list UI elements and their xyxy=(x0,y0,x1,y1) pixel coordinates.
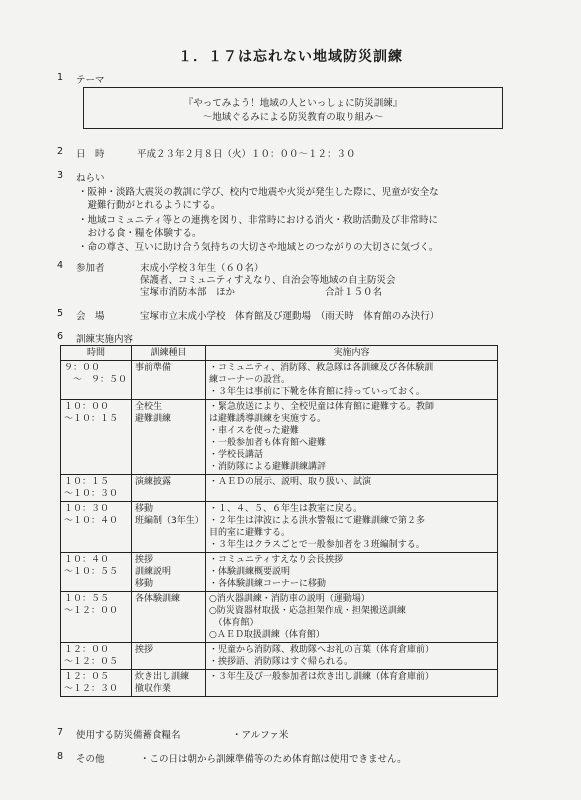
time-cell-line: ～１０：４０ xyxy=(64,516,119,526)
time-cell xyxy=(61,475,132,502)
content-cell-line: ○ＡＥＤ取扱訓練（体育館） xyxy=(209,630,325,640)
event-cell xyxy=(132,670,206,697)
content-cell xyxy=(206,553,498,592)
venue-value: 宝塚市立末成小学校 体育館及び運動場 （雨天時 体育館のみ決行） xyxy=(140,311,440,322)
content-cell xyxy=(206,400,498,475)
time-cell-line: １０：００ xyxy=(64,402,110,412)
event-cell xyxy=(132,553,206,592)
event-cell xyxy=(132,400,206,475)
event-cell-line: 演練披露 xyxy=(135,477,172,487)
event-cell-line: 撤収作業 xyxy=(135,684,172,694)
content-cell xyxy=(206,502,498,553)
event-cell xyxy=(132,592,206,643)
time-cell-line: １０：１５ xyxy=(64,477,110,487)
event-cell-line: 訓練説明 xyxy=(135,567,172,577)
time-cell-line: ～１２：００ xyxy=(64,606,119,616)
content-cell-line: ・３年生及び一般参加者は炊き出し訓練（体育倉庫前） xyxy=(209,672,435,682)
table-row xyxy=(61,400,498,475)
content-cell-line: ・２年生は津波による洪水警報にて避難訓練で第２多 xyxy=(209,516,426,526)
participant-line: 保護者、コミュニティすえなり、自治会等地域の自主防災会 xyxy=(140,275,396,286)
aim-line: ・命の尊さ、互いに助け合う気持ちの大切さや地域とのつながりの大切さに気づく。 xyxy=(78,242,439,253)
table-row xyxy=(61,592,498,643)
theme-subtitle: ～地域ぐるみによる防災教育の取り組み～ xyxy=(202,112,384,123)
time-cell-line: ～１０：５５ xyxy=(64,567,119,577)
table-header-row xyxy=(61,346,498,361)
content-cell-line: ○防災資器材取扱・応急担架作成・担架搬送訓練 xyxy=(209,606,406,616)
aim-line: ・地域コミュニティ等との連携を図り、非常時における消火・救助活動及び非常時に xyxy=(78,215,439,226)
content-cell-line: ・消防隊による避難訓練講評 xyxy=(209,462,327,472)
content-cell-line: ・ＡＥＤの展示、説明、取り扱い、試演 xyxy=(209,477,372,487)
header-time: 時間 xyxy=(61,346,132,361)
section-3-number: 3 xyxy=(57,170,64,181)
section-1-label: テーマ xyxy=(76,75,105,86)
content-cell-line: は避難誘導訓練を実施する。 xyxy=(209,414,327,424)
aim-line: 避難行動がとれるようにする。 xyxy=(78,200,221,211)
event-cell-line: 各体験訓練 xyxy=(135,594,181,604)
section-6-label: 訓練実施内容 xyxy=(76,334,134,345)
section-4-label: 参加者 xyxy=(76,263,105,274)
section-8-number: 8 xyxy=(57,751,64,762)
section-5-label: 会 場 xyxy=(76,311,105,322)
participant-line: 宝塚市消防本部 ほか xyxy=(140,287,236,298)
content-cell-line: ・３年生はクラスごとで一般参加者を３班編制する。 xyxy=(209,540,425,550)
time-cell xyxy=(61,592,132,643)
datetime-value: 平成２３年２月８日（火）１０：００～１２：３０ xyxy=(137,149,356,160)
header-content: 実施内容 xyxy=(206,346,498,361)
content-cell-line: 練コーナーの設営。 xyxy=(209,375,291,385)
section-2-number: 2 xyxy=(57,146,64,157)
event-cell-line: 移動 xyxy=(135,504,154,514)
content-cell xyxy=(206,643,498,670)
table-row xyxy=(61,502,498,553)
content-cell-line: ・１、４、５、６年生は教室に戻る。 xyxy=(209,504,363,514)
content-cell xyxy=(206,475,498,502)
content-cell-line: ・コミュニティ、消防隊、救急隊は各訓練及び各体験訓 xyxy=(209,363,434,373)
content-cell-line: （体育館） xyxy=(209,618,259,628)
section-3-label: ねらい xyxy=(76,173,105,184)
time-cell-line: ～１０：３０ xyxy=(64,489,119,499)
content-cell-line: ・３年生は事前に下靴を体育館に持っていっておく。 xyxy=(209,387,425,397)
event-cell-line: 挨拶 xyxy=(135,645,154,655)
time-cell-line: １２：００ xyxy=(64,645,110,655)
content-cell xyxy=(206,592,498,643)
content-cell-line: ・コミュニティすえなり会長挨拶 xyxy=(209,555,344,565)
participant-line: 末成小学校３年生（６０名） xyxy=(140,263,264,274)
event-cell-line: 事前準備 xyxy=(135,363,172,373)
event-cell xyxy=(132,475,206,502)
time-cell-line: ～１２：３０ xyxy=(64,684,119,694)
section-2-label: 日 時 xyxy=(76,149,105,160)
time-cell-line: ～１２：０５ xyxy=(64,657,119,667)
aim-line: おける食・糧を体験する。 xyxy=(78,228,202,239)
event-cell-line: 挨拶 xyxy=(135,555,154,565)
section-6-number: 6 xyxy=(57,331,64,342)
time-cell-line: １０：３０ xyxy=(64,504,110,514)
content-cell-line: 目的室に避難する。 xyxy=(209,528,291,538)
content-cell-line: ・一般参加者も体育館へ避難 xyxy=(209,438,327,448)
time-cell-line: １０：４０ xyxy=(64,555,110,565)
time-cell-line: １０：５５ xyxy=(64,594,110,604)
section-4-number: 4 xyxy=(57,260,64,271)
time-cell-line: ～１０：１５ xyxy=(64,414,119,424)
event-cell-line: 避難訓練 xyxy=(135,414,172,424)
header-event: 訓練種目 xyxy=(132,346,206,361)
table-row xyxy=(61,670,498,697)
document-title: １．１７は忘れない地域防災訓練 xyxy=(178,49,403,65)
other-value: ・この日は朝から訓練準備等のため体育館は使用できません。 xyxy=(140,754,407,765)
content-cell-line: ・学校長講話 xyxy=(209,450,264,460)
content-cell-line: ○消火器訓練・消防車の説明（運動場） xyxy=(209,594,370,604)
table-row xyxy=(61,643,498,670)
aim-line: ・阪神・淡路大震災の教訓に学び、校内で地震や火災が発生した際に、児童が安全な xyxy=(78,187,439,198)
table-row xyxy=(61,475,498,502)
event-cell xyxy=(132,361,206,400)
event-cell-line: 炊き出し訓練 xyxy=(135,672,190,682)
content-cell-line: ・緊急放送により、全校児童は体育館に避難する。教師 xyxy=(209,402,435,412)
table-row xyxy=(61,361,498,400)
participant-total: 合計１５０名 xyxy=(325,287,383,298)
theme-box xyxy=(83,87,503,129)
event-cell xyxy=(132,643,206,670)
schedule-table xyxy=(60,345,498,697)
content-cell-line: ・挨拶語、消防隊はすぐ帰られる。 xyxy=(209,657,354,667)
table-row xyxy=(61,553,498,592)
section-7-label: 使用する防災備蓄食糧名 xyxy=(76,730,181,741)
event-cell-line: 全校生 xyxy=(135,402,163,412)
section-8-label: その他 xyxy=(76,754,105,765)
time-cell xyxy=(61,643,132,670)
section-1-number: 1 xyxy=(57,72,64,83)
event-cell-line: 班編制（3年生） xyxy=(135,516,204,526)
time-cell-line: ９：００ xyxy=(64,363,101,373)
section-5-number: 5 xyxy=(57,308,64,319)
content-cell-line: ・車イスを使った避難 xyxy=(209,426,299,436)
time-cell xyxy=(61,553,132,592)
food-value: ・アルファ米 xyxy=(232,730,289,741)
event-cell-line: 移動 xyxy=(135,579,154,589)
time-cell xyxy=(61,670,132,697)
content-cell xyxy=(206,670,498,697)
content-cell xyxy=(206,361,498,400)
time-cell-line: ～ ９：５０ xyxy=(64,375,128,385)
content-cell-line: ・児童から消防隊、救助隊へお礼の言葉（体育倉庫前） xyxy=(209,645,435,655)
time-cell xyxy=(61,502,132,553)
time-cell xyxy=(61,361,132,400)
content-cell-line: ・各体験訓練コーナーに移動 xyxy=(209,579,327,589)
content-cell-line: ・体験訓練概要説明 xyxy=(209,567,291,577)
event-cell xyxy=(132,502,206,553)
time-cell xyxy=(61,400,132,475)
section-7-number: 7 xyxy=(57,727,64,738)
time-cell-line: １２：０５ xyxy=(64,672,110,682)
theme-main: 『やってみよう！地域の人といっしょに防災訓練』 xyxy=(183,98,403,109)
